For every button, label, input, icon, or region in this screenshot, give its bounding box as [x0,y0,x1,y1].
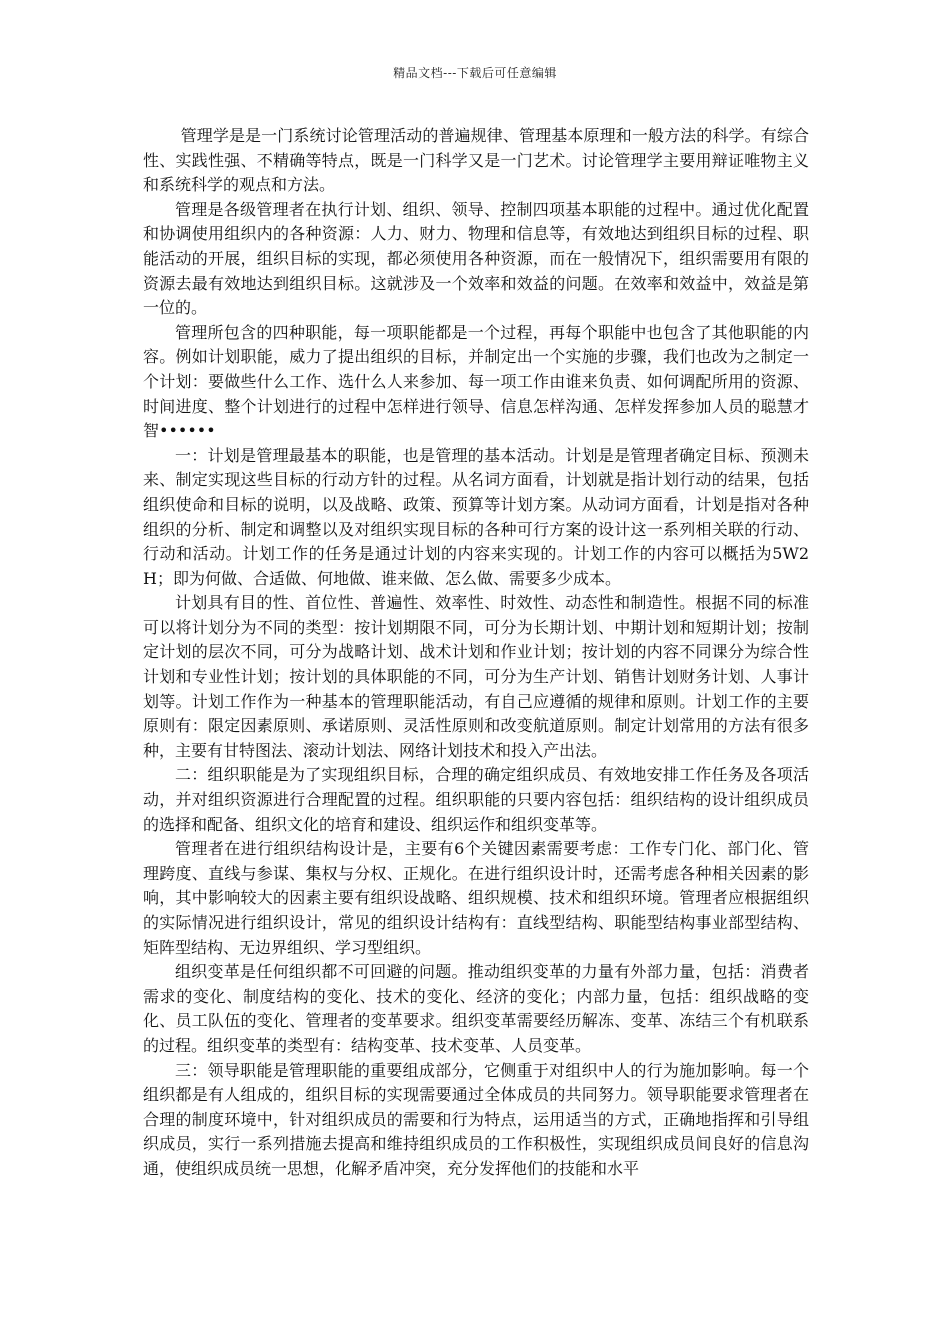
document-body [143,124,809,1182]
paragraph-org-change: 组织变革是任何组织都不可回避的问题。推动组织变革的力量有外部力量，包括：消费者需求的变化、制度结构的变化、技术的变化、经济的变化；内部力量，包括：组织战略的变化、员工队伍的变化、管理者的变革要求。组织变革需要经历解冻、变革、冻结三个有机联系的过程。组织变革的类型有：结构变革、技术变革、人员变革。 [143,962,809,1055]
paragraph-planning-types: 计划具有目的性、首位性、普遍性、效率性、时效性、动态性和制造性。根据不同的标准可以将计划分为不同的类型：按计划期限不同，可分为长期计划、中期计划和短期计划；按制定计划的层次不同，可分为战略计划、战术计划和作业计划；按计划的内容不同课分为综合性计划和专业性计划；按计划的具体职能的不同，可分为生产计划、销售计划财务计划、人事计划等。计划工作作为一种基本的管理职能活动，有自己应遵循的规律和原则。计划工作的主要原则有：限定因素原则、承诺原则、灵活性原则和改变航道原则。制定计划常用的方法有很多种，主要有甘特图法、滚动计划法、网络计划技术和投入产出法。 [143,593,809,760]
paragraph-planning: 一：计划是管理最基本的职能，也是管理的基本活动。计划是是管理者确定目标、预测未来、制定实现这些目标的行动方针的过程。从名词方面看，计划就是指计划行动的结果，包括组织使命和目标的说明，以及战略、政策、预算等计划方案。从动词方面看，计划是指对各种组织的分析、制定和调整以及对组织实现目标的各种可行方案的设计这一系列相关联的行动、行动和活动。计划工作的任务是通过计划的内容来实现的。计划工作的内容可以概括为5W2H；即为何做、合适做、何地做、谁来做、怎么做、需要多少成本。 [143,445,809,588]
paragraph-intro: 管理学是是一门系统讨论管理活动的普遍规律、管理基本原理和一般方法的科学。有综合性、实践性强、不精确等特点，既是一门科学又是一门艺术。讨论管理学主要用辩证唯物主义和系统科学的观点和方法。 [143,126,809,195]
page-header: 精品文档---下载后可任意编辑 [393,66,557,80]
paragraph-structure-design: 管理者在进行组织结构设计是，主要有6个关键因素需要考虑：工作专门化、部门化、管理跨度、直线与参谋、集权与分权、正规化。在进行组织设计时，还需考虑各种相关因素的影响，其中影响较大的因素主要有组织设战略、组织规模、技术和组织环境。管理者应根据组织的实际情况进行组织设计，常见的组织设计结构有：直线型结构、职能型结构事业部型结构、矩阵型结构、无边界组织、学习型组织。 [143,839,809,957]
paragraph-four-functions: 管理所包含的四种职能，每一项职能都是一个过程，再每个职能中也包含了其他职能的内容。例如计划职能，威力了提出组织的目标，并制定出一个实施的步骤，我们也改为之制定一个计划：要做些什么工作、选什么人来参加、每一项工作由谁来负责、如何调配所用的资源、时间进度、整个计划进行的过程中怎样进行领导、信息怎样沟通、怎样发挥参加人员的聪慧才智•••••• [143,322,809,441]
paragraph-leading: 三：领导职能是管理职能的重要组成部分，它侧重于对组织中人的行为施加影响。每一个组织都是有人组成的，组织目标的实现需要通过全体成员的共同努力。领导职能要求管理者在合理的制度环境中，针对组织成员的需要和行为特点，运用适当的方式，正确地指挥和引导组织成员，实行一系列措施去提高和维持组织成员的工作积极性，实现组织成员间良好的信息沟通，使组织成员统一思想，化解矛盾冲突，充分发挥他们的技能和水平 [143,1060,809,1178]
paragraph-organizing: 二：组织职能是为了实现组织目标，合理的确定组织成员、有效地安排工作任务及各项活动，并对组织资源进行合理配置的过程。组织职能的只要内容包括：组织结构的设计组织成员的选择和配备、组织文化的培育和建设、组织运作和组织变革等。 [143,765,809,834]
paragraph-definition: 管理是各级管理者在执行计划、组织、领导、控制四项基本职能的过程中。通过优化配置和协调使用组织内的各种资源：人力、财力、物理和信息等，有效地达到组织目标的过程、职能活动的开展，组织目标的实现，都必须使用各种资源，而在一般情况下，组织需要用有限的资源去最有效地达到组织目标。这就涉及一个效率和效益的问题。在效率和效益中，效益是第一位的。 [143,199,809,318]
